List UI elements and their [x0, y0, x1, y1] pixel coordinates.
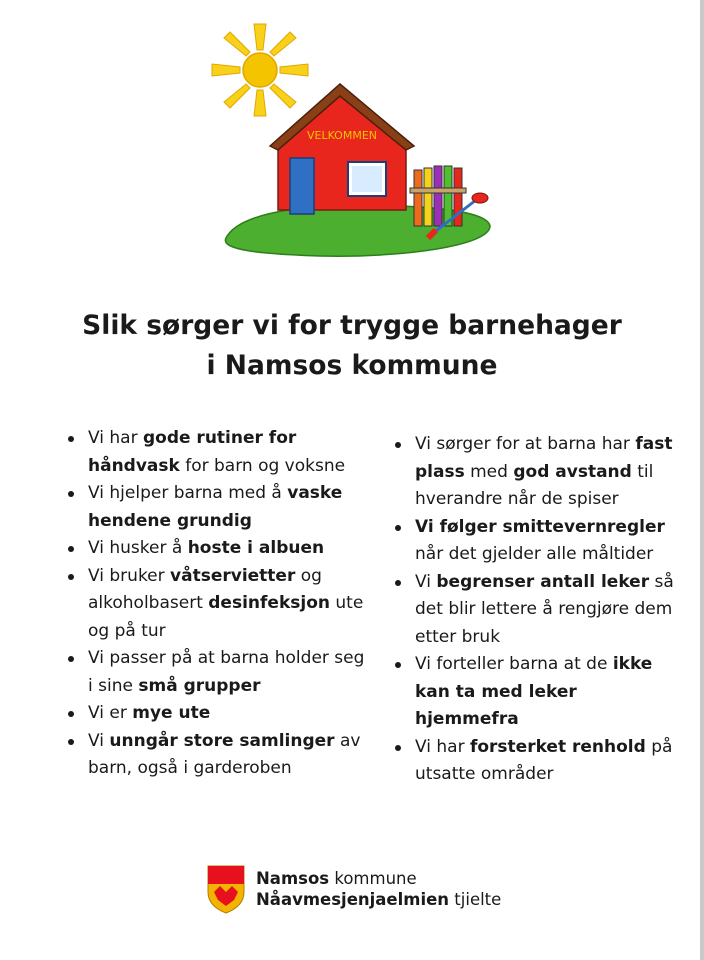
fence-icon — [410, 166, 466, 226]
list-item-text: Vi — [415, 571, 437, 592]
list-item — [66, 425, 366, 480]
list-item-text: Vi er — [88, 703, 133, 723]
list-item — [393, 431, 683, 514]
list-item-text: på utsatte områder — [415, 736, 673, 784]
left-bullet-list — [66, 425, 366, 783]
list-item-emphasis: fast plass — [415, 434, 673, 482]
logo-name-rest: kommune — [329, 869, 417, 888]
list-item-emphasis: mye ute — [132, 703, 211, 723]
list-item — [393, 734, 683, 789]
list-item-text: Vi har — [415, 736, 470, 757]
list-item-text: med — [464, 461, 514, 482]
logo-sami-rest: tjielte — [449, 890, 502, 909]
house-sign: VELKOMMEN — [306, 129, 378, 142]
list-item — [66, 645, 366, 700]
list-item-emphasis: ikke kan ta med leker hjemmefra — [415, 654, 653, 729]
list-item-text: for barn og voksne — [179, 455, 346, 476]
logo-sami-bold: Nåavmesjenjaelmien — [256, 890, 450, 909]
list-item-emphasis: våtservietter — [170, 565, 296, 586]
list-item-text: Vi har — [88, 428, 143, 448]
title-line-2: i Namsos kommune — [206, 350, 498, 381]
list-item-emphasis: gode rutiner for håndvask — [88, 428, 297, 476]
list-item-text: Vi husker å — [88, 538, 188, 558]
list-item-emphasis: små grupper — [138, 675, 261, 696]
list-item — [393, 569, 683, 652]
sun-icon — [212, 24, 308, 116]
list-item-text: ute og på tur — [88, 593, 364, 641]
page-edge — [700, 0, 704, 960]
list-item-emphasis: forsterket renhold — [469, 736, 646, 757]
list-item-emphasis: god avstand — [513, 461, 632, 482]
list-item — [393, 651, 683, 734]
list-item — [66, 480, 366, 535]
list-item — [66, 728, 366, 783]
logo-name-bold: Namsos — [256, 869, 330, 888]
list-item-text: Vi bruker — [88, 565, 171, 586]
list-item-text: til hverandre når de spiser — [415, 461, 654, 509]
list-item-emphasis: desinfeksjon — [208, 593, 330, 613]
municipality-logo — [206, 864, 506, 920]
list-item-text: Vi hjelper barna med å — [88, 483, 288, 503]
list-item — [66, 563, 366, 646]
list-item-text: Vi forteller barna at de — [415, 654, 613, 674]
list-item-emphasis: unngår store samlinger — [109, 730, 335, 751]
list-item-emphasis: begrenser antall leker — [436, 571, 650, 592]
logo-text — [256, 868, 501, 910]
right-bullet-list — [393, 431, 683, 789]
list-item-text: når det gjelder alle måltider — [415, 544, 654, 564]
list-item-text: så det blir lettere å rengjøre dem etter bruk — [415, 571, 674, 647]
list-item-emphasis: Vi følger smittevernregler — [415, 516, 665, 537]
coat-of-arms-icon — [206, 864, 246, 914]
list-item-text: og alkoholbasert — [88, 565, 322, 613]
list-item-text: Vi sørger for at barna har — [415, 434, 636, 454]
list-item-emphasis: vaske hendene grundig — [88, 483, 343, 531]
list-item-text: Vi — [88, 730, 110, 751]
list-item — [66, 535, 366, 563]
house-illustration — [200, 20, 500, 265]
title-line-1: Slik sørger vi for trygge barnehager — [82, 310, 622, 341]
list-item-text: av barn, også i garderoben — [88, 730, 361, 778]
list-item — [66, 700, 366, 728]
page-title — [0, 306, 704, 386]
list-item-emphasis: hoste i albuen — [187, 538, 325, 558]
list-item — [393, 514, 683, 569]
list-item-text: Vi passer på at barna holder seg i sine — [88, 648, 365, 696]
